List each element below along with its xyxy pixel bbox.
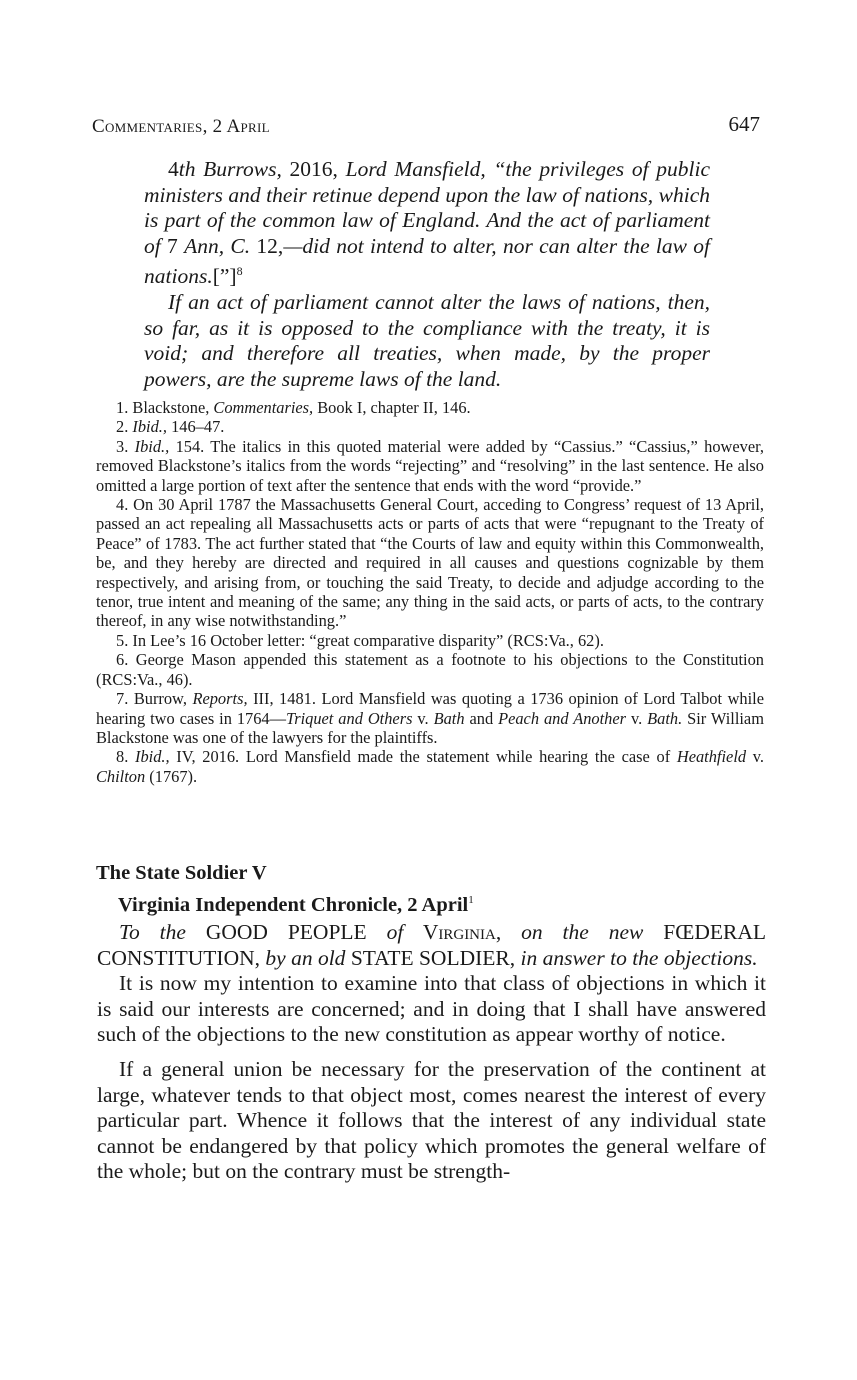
quote-paragraph-1: 4th Burrows, 2016, Lord Mansfield, “the privileges of public ministers and their retinue depend upon the law of nations, which is part of the common law of England. And the act of parliament of 7 Ann, C. 12,—did not intend to alter, nor can alter the law of nations.[”]$^8$: [144, 157, 711, 289]
body-paragraph-1: It is now my intention to examine into that class of objections in which it is said our interests are concerned; and in doing that I shall have answered such of the objections to the new constitution as appear worthy of notice.: [97, 971, 766, 1047]
footnote-8: 8. Ibid., IV, 2016. Lord Mansfield made the statement while hearing the case of Heathfield v. Chilton (1767).: [96, 747, 764, 786]
address-line: To the GOOD PEOPLE of Virginia, on the new FŒDERAL CONSTITUTION, by an old STATE SOLDIER, in answer to the objections.: [97, 920, 766, 970]
footnote-5: 5. In Lee’s 16 October letter: “great comparative disparity” (RCS:Va., 62).: [116, 630, 604, 650]
footnote-ref-8: 8: [236, 264, 243, 279]
footnotes: [96, 398, 764, 786]
quote-paragraph-2: If an act of parliament cannot alter the laws of nations, then, so far, as it is opposed to the compliance with the treaty, it is void; and therefore all treaties, when made, by the proper powers, are the supreme laws of the land.: [144, 290, 710, 391]
section-heading: [96, 860, 474, 919]
footnote-3: 3. Ibid., 154. The italics in this quoted material were added by “Cassius.” “Cassius,” however, removed Blackstone’s italics from the words “rejecting” and “resolving” in the last sentence. He also omitted a large portion of text after the sentence that ends with the word “provide.”: [96, 436, 764, 495]
section-title: The State Soldier V: [96, 862, 267, 884]
footnote-ref-1: 1: [468, 894, 474, 906]
section-source: Virginia Independent Chronicle, 2 April$^1$: [118, 893, 474, 916]
footnote-1: 1. Blackstone, Commentaries, Book I, chapter II, 146.: [116, 398, 471, 417]
footnote-7: 7. Burrow, Reports, III, 1481. Lord Mansfield was quoting a 1736 opinion of Lord Talbot while hearing two cases in 1764—Triquet and Others v. Bath and Peach and Another v. Bath. Sir William Blackstone was one of the lawyers for the plaintiffs.: [96, 689, 764, 747]
footnote-6: 6. George Mason appended this statement as a footnote to his objections to the Constitution (RCS:Va., 46).: [96, 650, 764, 689]
article-body: [97, 920, 766, 1185]
running-head-title: Commentaries, 2 April: [92, 116, 270, 137]
body-paragraph-2: If a general union be necessary for the preservation of the continent at large, whatever tends to that object most, comes nearest the interest of every particular part. Whence it follows that the interest of any individual state cannot be endangered by that policy which promotes the general welfare of the whole; but on the contrary must be strength-: [97, 1056, 766, 1184]
block-quote: [144, 157, 710, 393]
page-number: 647: [728, 112, 760, 136]
footnote-4: 4. On 30 April 1787 the Massachusetts General Court, acceding to Congress’ request of 13 April, passed an act repealing all Massachusetts acts or parts of acts that were “repugnant to the Treaty of Peace” of 1783. The act further stated that “the Courts of law and equity within this Commonwealth, be, and they hereby are directed and required in all causes and questions cognizable by them respectively, and arising from, or touching the said Treaty, to decide and adjudge according to the tenor, true intent and meaning of the same; any thing in the said acts, or parts of acts, to the contrary thereof, in any wise notwithstanding.”: [96, 495, 764, 631]
running-head: [92, 112, 760, 142]
footnote-2: 2. Ibid., 146–47.: [116, 417, 225, 437]
